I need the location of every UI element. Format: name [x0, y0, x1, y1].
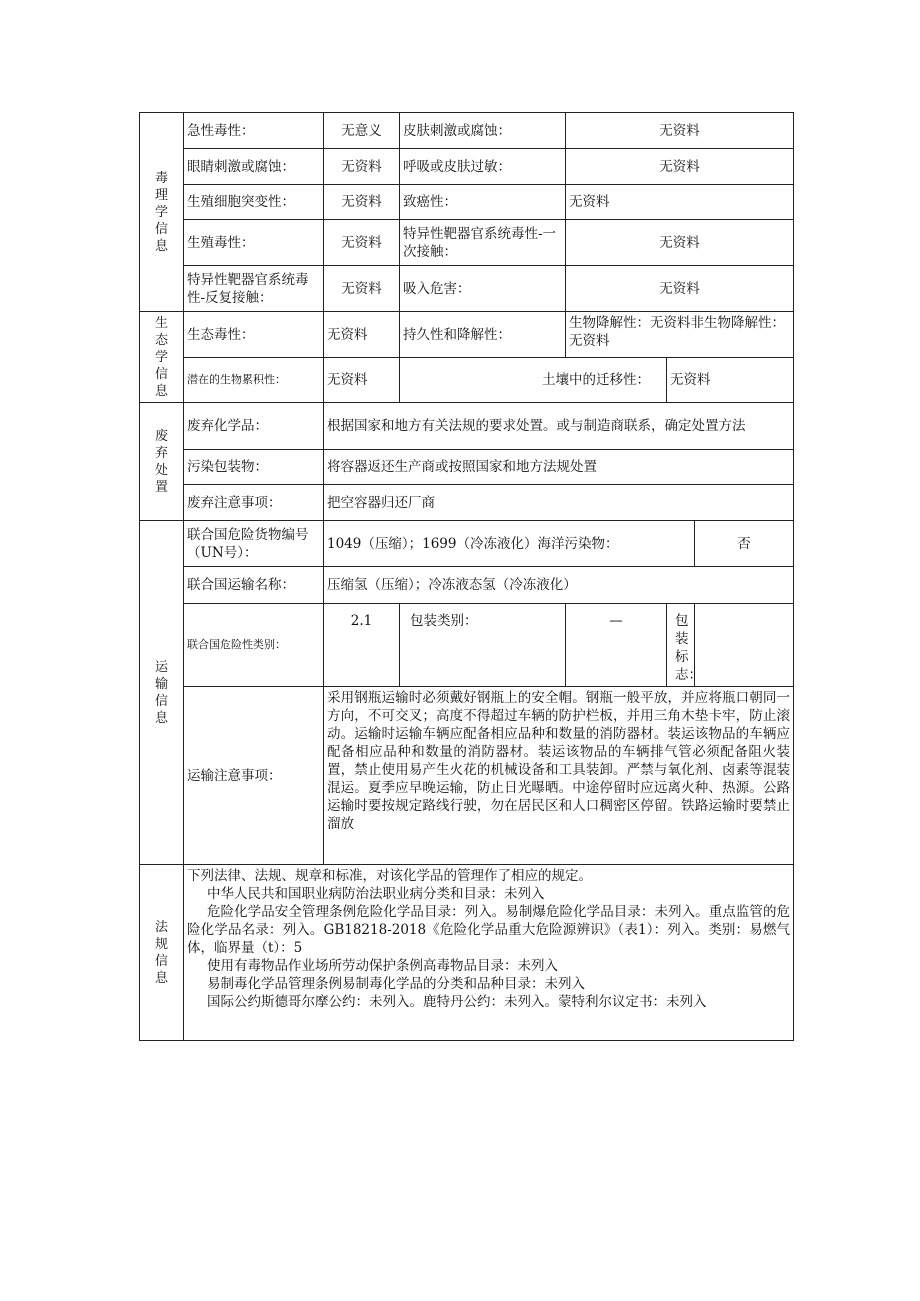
tox-row [140, 113, 794, 149]
skin-corrosion-label: 皮肤刺激或腐蚀： [400, 113, 566, 149]
eco-row [140, 358, 794, 403]
sensitization-value: 无资料 [566, 149, 794, 185]
sensitization-label: 呼吸或皮肤过敏： [400, 149, 566, 185]
ecology-category-cell: 生 态 学 信 息 [140, 312, 184, 403]
aspiration-hazard-value: 无资料 [566, 266, 794, 312]
stot-repeated-value: 无资料 [324, 266, 400, 312]
eye-irritation-label: 眼睛刺激或腐蚀： [184, 149, 324, 185]
eco-toxicity-label: 生态毒性： [184, 312, 324, 358]
disposal-notes-label: 废弃注意事项： [184, 485, 324, 521]
regulation-line: 易制毒化学品管理条例易制毒化学品的分类和品种目录：未列入 [207, 976, 585, 992]
waste-chemical-label: 废弃化学品： [184, 403, 324, 450]
disposal-row [140, 485, 794, 521]
regulation-intro: 下列法律、法规、规章和标准，对该化学品的管理作了相应的规定。 [187, 868, 592, 884]
mutagenicity-label: 生殖细胞突变性： [184, 185, 324, 220]
disposal-notes-value: 把空容器归还厂商 [324, 485, 794, 521]
disposal-category-cell: 废 弃 处 置 [140, 403, 184, 521]
mutagenicity-value: 无资料 [324, 185, 400, 220]
tox-row [140, 266, 794, 312]
regulation-row [140, 865, 794, 1041]
packing-group-label-cell [400, 604, 566, 687]
packing-mark-label: 包装标志： [667, 604, 695, 687]
stot-single-label: 特异性靶器官系统毒性-一次接触： [400, 220, 566, 266]
tox-row [140, 149, 794, 185]
toxicology-category-cell: 毒 理 学 信 息 [140, 113, 184, 312]
un-shipping-name-value: 压缩氢（压缩）；冷冻液态氢（冷冻液化） [324, 567, 794, 604]
persistence-value: 生物降解性：无资料非生物降解性：无资料 [566, 312, 794, 358]
packing-mark-value [695, 604, 794, 687]
waste-chemical-value: 根据国家和地方有关法规的要求处置。或与制造商联系，确定处置方法 [324, 403, 794, 450]
disposal-row [140, 450, 794, 485]
msds-section-sheet [139, 112, 793, 1041]
transport-row [140, 521, 794, 567]
transport-row [140, 567, 794, 604]
stot-single-value: 无资料 [566, 220, 794, 266]
un-shipping-name-label: 联合国运输名称： [184, 567, 324, 604]
transport-category-cell: 运 输 信 息 [140, 521, 184, 865]
tox-row [140, 185, 794, 220]
carcinogenicity-value: 无资料 [566, 185, 794, 220]
soil-mobility-label: 土壤中的迁移性： [400, 358, 667, 403]
soil-mobility-value: 无资料 [667, 358, 794, 403]
contaminated-packaging-value: 将容器返还生产商或按照国家和地方法规处置 [324, 450, 794, 485]
regulation-line: 中华人民共和国职业病防治法职业病分类和目录：未列入 [207, 886, 545, 902]
regulation-content [184, 865, 794, 1041]
packing-group-value: — [566, 604, 667, 687]
regulation-category-cell: 法 规 信 息 [140, 865, 184, 1041]
regulation-line: 危险化学品安全管理条例危险化学品目录：列入。易制爆危险化学品目录：未列入。重点监管的危险化学品名录：列入。GB18218-2018《危险化学品重大危险源辨识》（表1）：列入。类别：易燃气体，临界量（t）：5 [187, 904, 791, 956]
contaminated-packaging-label: 污染包装物： [184, 450, 324, 485]
packing-group-label: 包装类别： [410, 613, 478, 629]
bioaccumulation-label: 潜在的生物累积性： [184, 358, 324, 403]
skin-corrosion-value: 无资料 [566, 113, 794, 149]
tox-row [140, 220, 794, 266]
eco-toxicity-value: 无资料 [324, 312, 400, 358]
carcinogenicity-label: 致癌性： [400, 185, 566, 220]
regulation-line: 国际公约斯德哥尔摩公约：未列入。鹿特丹公约：未列入。蒙特利尔议定书：未列入 [207, 994, 707, 1010]
acute-toxicity-label: 急性毒性： [184, 113, 324, 149]
eye-irritation-value: 无资料 [324, 149, 400, 185]
bioaccumulation-value: 无资料 [324, 358, 400, 403]
transport-notes-value: 采用钢瓶运输时必须戴好钢瓶上的安全帽。钢瓶一般平放，并应将瓶口朝同一方向，不可交叉；高度不得超过车辆的防护栏板，并用三角木垫卡牢，防止滚动。运输时运输车辆应配备相应品种和数量的消防器材。装运该物品的车辆应配备相应品种和数量的消防器材。装运该物品的车辆排气管必须配备阻火装置，禁止使用易产生火花的机械设备和工具装卸。严禁与氧化剂、卤素等混装混运。夏季应早晚运输，防止日光曝晒。中途停留时应远离火种、热源。公路运输时要按规定路线行驶，勿在居民区和人口稠密区停留。铁路运输时要禁止溜放 [324, 687, 794, 865]
hazard-class-label: 联合国危险性类别： [184, 604, 324, 687]
msds-table [139, 112, 794, 1041]
regulation-line: 使用有毒物品作业场所劳动保护条例高毒物品目录：未列入 [207, 958, 558, 974]
aspiration-hazard-label: 吸入危害： [400, 266, 566, 312]
marine-pollutant-value: 否 [695, 521, 794, 567]
transport-row [140, 687, 794, 865]
stot-repeated-label: 特异性靶器官系统毒性-反复接触： [184, 266, 324, 312]
disposal-row [140, 403, 794, 450]
eco-row [140, 312, 794, 358]
acute-toxicity-value: 无意义 [324, 113, 400, 149]
transport-notes-label: 运输注意事项： [184, 687, 324, 865]
transport-row [140, 604, 794, 687]
un-number-label: 联合国危险货物编号（UN号）： [184, 521, 324, 567]
reproductive-toxicity-value: 无资料 [324, 220, 400, 266]
reproductive-toxicity-label: 生殖毒性： [184, 220, 324, 266]
hazard-class-value: 2.1 [324, 604, 400, 687]
un-number-value: 1049（压缩）；1699（冷冻液化）海洋污染物： [324, 521, 695, 567]
persistence-label: 持久性和降解性： [400, 312, 566, 358]
